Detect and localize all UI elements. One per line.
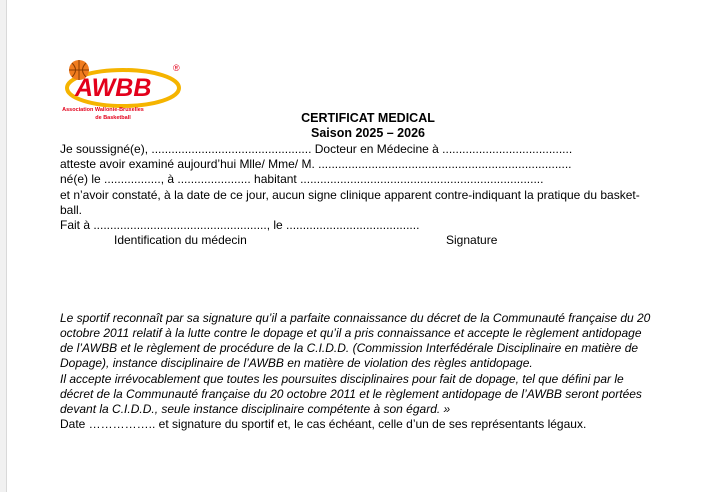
season-subtitle: Saison 2025 – 2026 — [311, 126, 425, 140]
logo-wordmark: AWBB — [75, 74, 152, 102]
logo-subtitle-2: de Basketball — [95, 115, 131, 121]
form-line-naissance: né(e) le ................., à ...................... habitant ......................................................................... — [60, 172, 544, 186]
form-line-fait-a: Fait à ...................................................., le ........................................ — [60, 218, 420, 232]
registered-mark: ® — [173, 63, 180, 73]
declaration-line: de l’AWBB et le règlement de procédure de la C.I.D.D. (Commission Interfédérale Disciplinaire en matière de — [60, 341, 639, 355]
declaration-line: devant la C.I.D.D., seule instance disciplinaire compétente à son égard. » — [60, 402, 451, 416]
logo-subtitle-1: Association Wallonie-Bruxelles — [62, 107, 144, 113]
declaration-line: Il accepte irrévocablement que toutes les poursuites disciplinaires pour fait de dopage, tel que défini par le — [60, 372, 624, 386]
form-line-constat: et n’avoir constaté, à la date de ce jour, aucun signe clinique apparent contre-indiquant la pratique du basket- — [60, 188, 640, 202]
declaration-line: décret de la Communauté française du 20 octobre 2011 et le règlement antidopage de l’AWBB seront portées — [60, 387, 642, 401]
id-medecin-label: Identification du médecin — [114, 233, 247, 247]
declaration-line: octobre 2011 relatif à la lutte contre le dopage et qu’il a pris connaissance et accepte le règlement antidopage — [60, 326, 642, 340]
form-line-soussigne: Je soussigné(e), ................................................ Docteur en Médecine à ....................................... — [60, 142, 573, 156]
form-line-examine: atteste avoir examiné aujourd’hui Mlle/ Mme/ M. ............................................................................ — [60, 157, 572, 171]
date-signature-line: Date …………….. et signature du sportif et, le cas échéant, celle d’un de ses représentants légaux. — [60, 417, 587, 431]
declaration-line: Le sportif reconnaît par sa signature qu’il a parfaite connaissance du décret de la Communauté française du 20 — [60, 311, 651, 325]
document-title: CERTIFICAT MEDICAL — [301, 111, 435, 125]
form-line-constat-cont: ball. — [60, 203, 83, 217]
document-page — [6, 0, 728, 492]
signature-label: Signature — [446, 233, 498, 247]
declaration-line: Dopage), instance disciplinaire de l’AWBB en matière de violation des règles antidopage. — [60, 356, 533, 370]
